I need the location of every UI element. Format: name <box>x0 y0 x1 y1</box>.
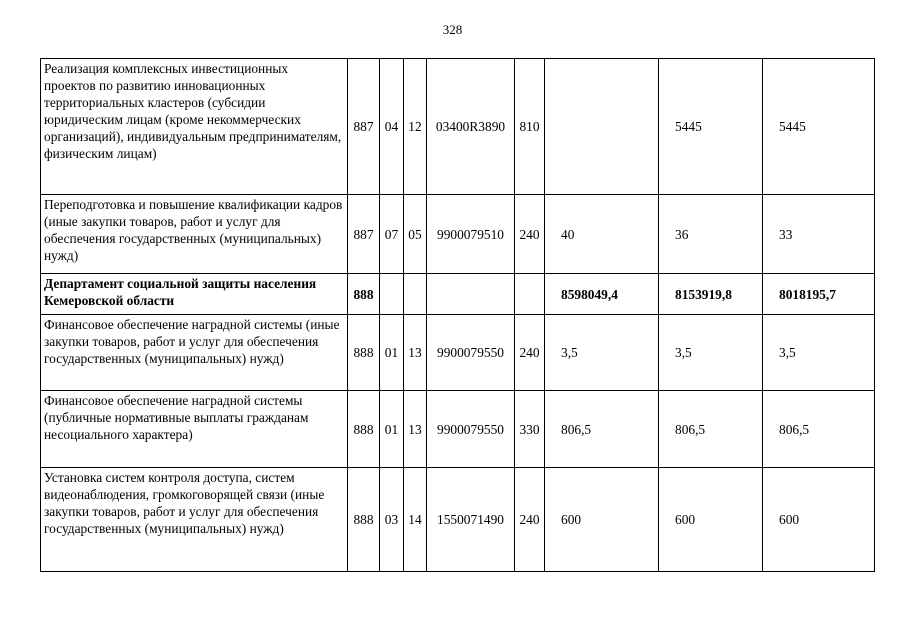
subsection-code: 13 <box>404 391 427 468</box>
amount-year-2: 3,5 <box>659 315 763 391</box>
page-number: 328 <box>442 22 463 37</box>
expense-type-code: 240 <box>515 195 545 274</box>
expense-name: Переподготовка и повышение квалификации кадров (иные закупки товаров, работ и услуг для обеспечения государственных (муниципальных) нужд) <box>41 195 348 274</box>
table-body <box>41 59 875 572</box>
target-article-code: 03400R3890 <box>427 59 515 195</box>
expense-type-code: 810 <box>515 59 545 195</box>
subsection-code: 12 <box>404 59 427 195</box>
expense-type-code: 330 <box>515 391 545 468</box>
grbs-code: 888 <box>348 468 380 572</box>
section-code <box>380 274 404 315</box>
amount-year-3: 5445 <box>763 59 875 195</box>
subsection-code: 05 <box>404 195 427 274</box>
table-row <box>41 468 875 572</box>
grbs-code: 887 <box>348 59 380 195</box>
section-code: 04 <box>380 59 404 195</box>
amount-year-3: 806,5 <box>763 391 875 468</box>
section-code: 03 <box>380 468 404 572</box>
amount-year-2: 8153919,8 <box>659 274 763 315</box>
table-row <box>41 59 875 195</box>
target-article-code <box>427 274 515 315</box>
section-code: 01 <box>380 315 404 391</box>
amount-year-3: 600 <box>763 468 875 572</box>
subsection-code: 14 <box>404 468 427 572</box>
target-article-code: 9900079510 <box>427 195 515 274</box>
department-name: Департамент социальной защиты населения Кемеровской области <box>41 274 348 315</box>
table-row <box>41 195 875 274</box>
budget-table <box>40 58 875 572</box>
amount-year-2: 600 <box>659 468 763 572</box>
section-code: 01 <box>380 391 404 468</box>
expense-name: Финансовое обеспечение наградной системы (публичные нормативные выплаты гражданам несоциального характера) <box>41 391 348 468</box>
grbs-code: 887 <box>348 195 380 274</box>
amount-year-1 <box>545 59 659 195</box>
amount-year-3: 33 <box>763 195 875 274</box>
expense-type-code: 240 <box>515 468 545 572</box>
target-article-code: 9900079550 <box>427 315 515 391</box>
expense-name: Установка систем контроля доступа, систем видеонаблюдения, громкоговорящей связи (иные закупки товаров, работ и услуг для обеспечения государственных (муниципальных) нужд) <box>41 468 348 572</box>
table-row <box>41 315 875 391</box>
expense-type-code: 240 <box>515 315 545 391</box>
amount-year-1: 600 <box>545 468 659 572</box>
amount-year-2: 5445 <box>659 59 763 195</box>
subsection-code: 13 <box>404 315 427 391</box>
amount-year-3: 8018195,7 <box>763 274 875 315</box>
target-article-code: 1550071490 <box>427 468 515 572</box>
amount-year-1: 806,5 <box>545 391 659 468</box>
grbs-code: 888 <box>348 391 380 468</box>
target-article-code: 9900079550 <box>427 391 515 468</box>
subsection-code <box>404 274 427 315</box>
amount-year-1: 3,5 <box>545 315 659 391</box>
amount-year-1: 40 <box>545 195 659 274</box>
expense-name: Реализация комплексных инвестиционных проектов по развитию инновационных территориальных кластеров (субсидии юридическим лицам (кроме некоммерческих организаций), индивидуальным предпринимателям, физическим лицам) <box>41 59 348 195</box>
amount-year-1: 8598049,4 <box>545 274 659 315</box>
amount-year-2: 36 <box>659 195 763 274</box>
table-row <box>41 391 875 468</box>
expense-type-code <box>515 274 545 315</box>
expense-name: Финансовое обеспечение наградной системы (иные закупки товаров, работ и услуг для обеспечения государственных (муниципальных) нужд) <box>41 315 348 391</box>
grbs-code: 888 <box>348 274 380 315</box>
amount-year-2: 806,5 <box>659 391 763 468</box>
table-row-department <box>41 274 875 315</box>
section-code: 07 <box>380 195 404 274</box>
amount-year-3: 3,5 <box>763 315 875 391</box>
grbs-code: 888 <box>348 315 380 391</box>
